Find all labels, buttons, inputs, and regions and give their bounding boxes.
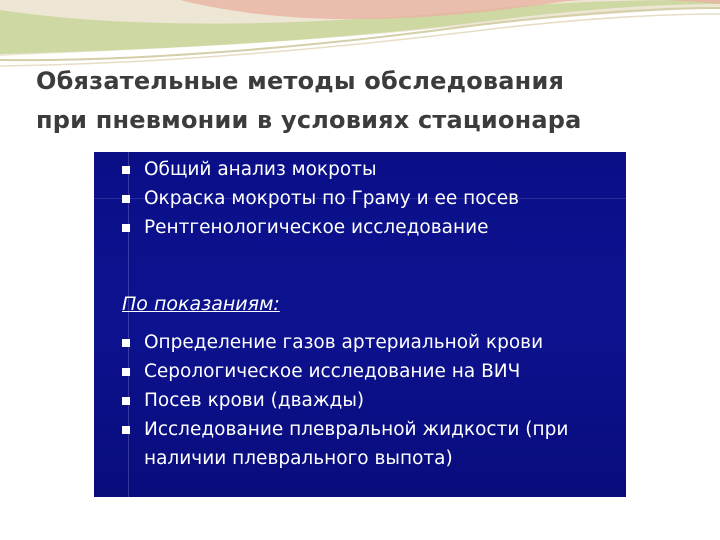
required-methods-list xyxy=(122,155,519,242)
square-bullet-icon xyxy=(122,368,130,376)
list-item-text: Исследование плевральной жидкости (при xyxy=(144,419,569,440)
list-item-text: Посев крови (дважды) xyxy=(144,390,365,411)
square-bullet-icon xyxy=(122,426,130,434)
list-item-continuation xyxy=(122,444,568,473)
list-item xyxy=(122,415,568,444)
list-item xyxy=(122,213,519,242)
list-item xyxy=(122,184,519,213)
square-bullet-icon xyxy=(122,224,130,232)
slide-title-line-2: при пневмонии в условиях стационара xyxy=(36,106,582,134)
list-item-text: Определение газов артериальной крови xyxy=(144,332,544,353)
slide-title xyxy=(36,62,706,140)
content-panel xyxy=(94,152,626,497)
square-bullet-icon xyxy=(122,397,130,405)
list-item-text: Общий анализ мокроты xyxy=(144,159,377,180)
list-item-text: наличии плеврального выпота) xyxy=(144,448,453,469)
list-item-text: Серологическое исследование на ВИЧ xyxy=(144,361,521,382)
slide-title-line-1: Обязательные методы обследования xyxy=(36,67,565,95)
square-bullet-icon xyxy=(122,166,130,174)
list-item-text: Рентгенологическое исследование xyxy=(144,217,489,238)
list-item xyxy=(122,155,519,184)
indications-subheading: По показаниям: xyxy=(122,293,280,315)
indicated-methods-list xyxy=(122,328,568,473)
square-bullet-icon xyxy=(122,195,130,203)
list-item xyxy=(122,328,568,357)
list-item xyxy=(122,357,568,386)
list-item-text: Окраска мокроты по Граму и ее посев xyxy=(144,188,520,209)
list-item xyxy=(122,386,568,415)
square-bullet-icon xyxy=(122,339,130,347)
